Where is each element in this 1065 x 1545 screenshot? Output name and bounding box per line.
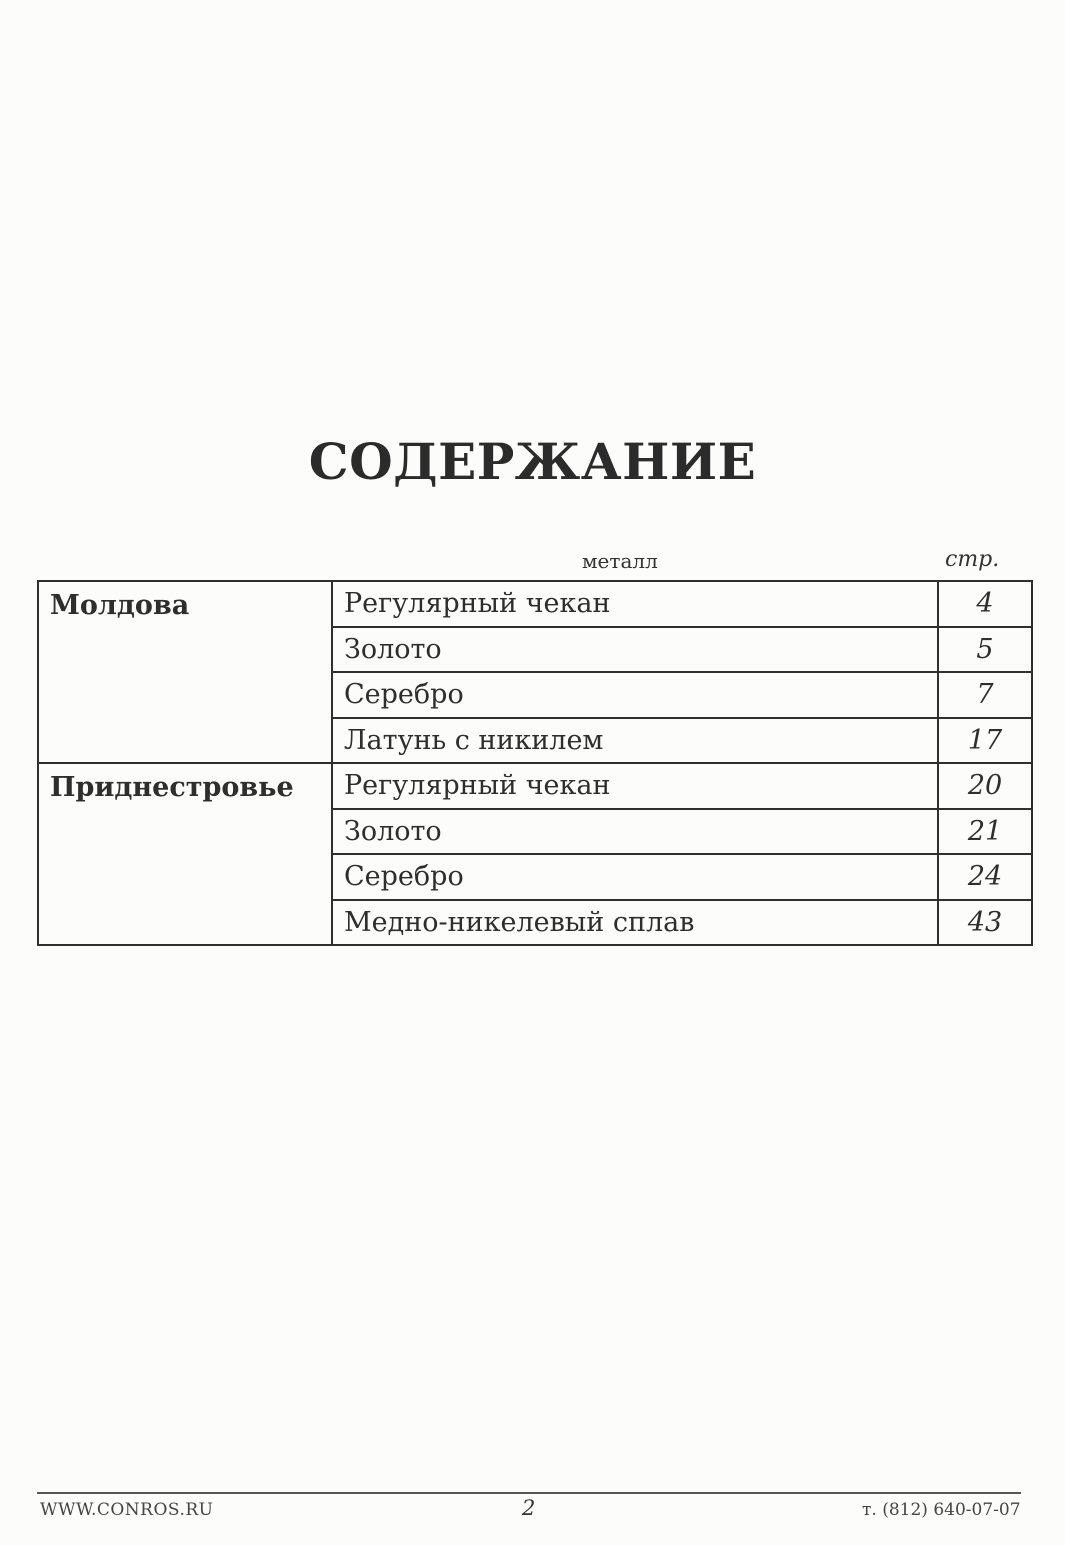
metal-cell: Золото: [332, 627, 938, 673]
table-row: [38, 581, 1032, 627]
page-cell[interactable]: 4: [938, 581, 1032, 627]
metal-column-header: металл: [582, 549, 658, 573]
metal-cell: Золото: [332, 809, 938, 855]
page-cell[interactable]: 43: [938, 900, 1032, 946]
region-cell-transnistria: Приднестровье: [38, 763, 332, 945]
page-cell[interactable]: 17: [938, 718, 1032, 764]
page-cell[interactable]: 24: [938, 854, 1032, 900]
contents-table: [37, 580, 1033, 946]
metal-cell: Серебро: [332, 854, 938, 900]
metal-cell: Регулярный чекан: [332, 763, 938, 809]
metal-cell: Латунь с никилем: [332, 718, 938, 764]
page-cell[interactable]: 7: [938, 672, 1032, 718]
page-cell[interactable]: 5: [938, 627, 1032, 673]
page-title: СОДЕРЖАНИЕ: [308, 432, 757, 491]
page-column-header: стр.: [945, 547, 1000, 572]
metal-cell: Регулярный чекан: [332, 581, 938, 627]
table-row: [38, 763, 1032, 809]
metal-cell: Серебро: [332, 672, 938, 718]
footer-website[interactable]: WWW.CONROS.RU: [40, 1500, 214, 1520]
footer-divider: [37, 1492, 1021, 1494]
page-cell[interactable]: 21: [938, 809, 1032, 855]
page-cell[interactable]: 20: [938, 763, 1032, 809]
footer-page-number: 2: [522, 1496, 536, 1520]
region-cell-moldova: Молдова: [38, 581, 332, 763]
footer-phone: т. (812) 640-07-07: [862, 1500, 1021, 1520]
metal-cell: Медно-никелевый сплав: [332, 900, 938, 946]
